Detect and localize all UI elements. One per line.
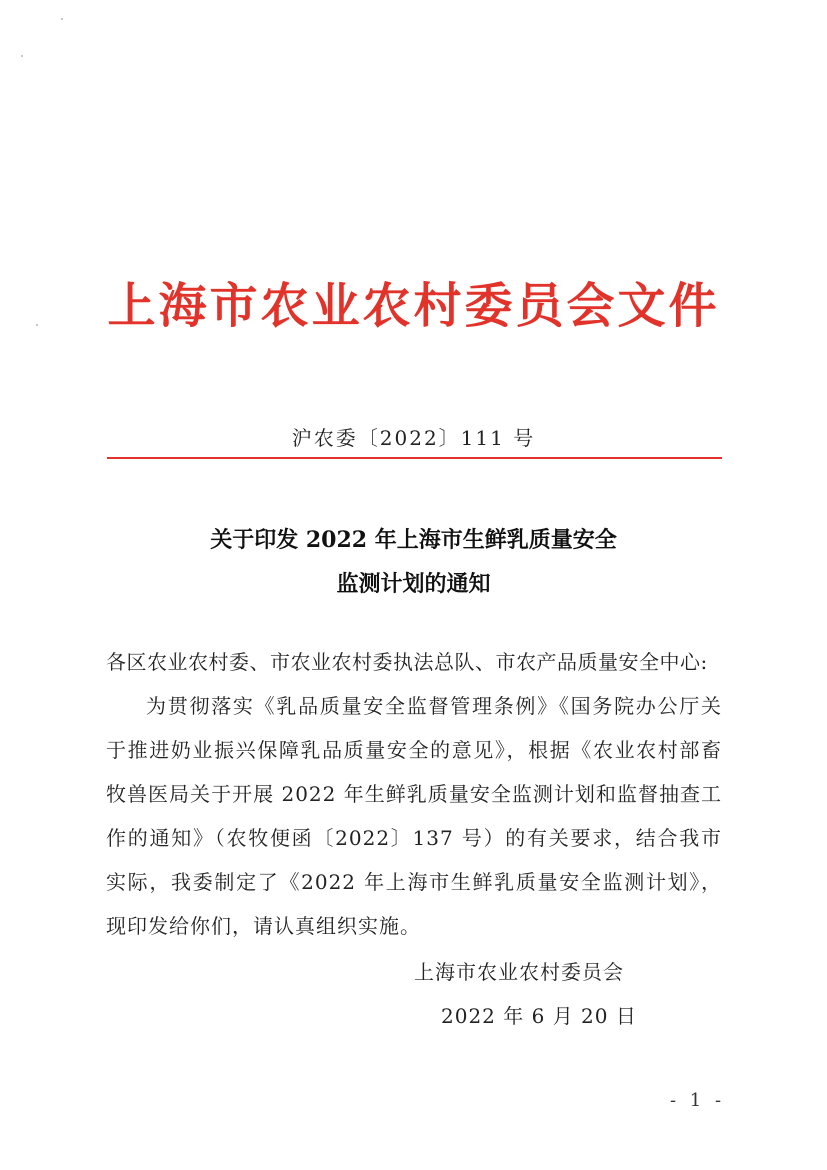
- body-paragraph: 为贯彻落实《乳品质量安全监督管理条例》《国务院办公厅关于推进奶业振兴保障乳品质量安全的意见》，根据《农业农村部畜牧兽医局关于开展 2022 年生鲜乳质量安全监测计划和监督抽查工作的通知》（农牧便函〔2022〕137 号）的有关要求，结合我市实际，我委制定了《2022 年上海市生鲜乳质量安全监测计划》，现印发给你们，请认真组织实施。: [106, 694, 722, 938]
- signature-date: 2022 年 6 月 20 日: [441, 1004, 637, 1028]
- salutation: 各区农业农村委、市农业农村委执法总队、市农产品质量安全中心:: [106, 650, 708, 674]
- notice-title: [0, 518, 827, 606]
- body-text: [106, 640, 722, 948]
- notice-title-line-1: 关于印发 2022 年上海市生鲜乳质量安全: [210, 527, 617, 553]
- scan-speck: [61, 18, 63, 20]
- signature-block: [414, 950, 637, 1038]
- scan-speck: [21, 55, 23, 57]
- notice-title-line-2: 监测计划的通知: [336, 571, 491, 597]
- page-number: - 1 -: [670, 1090, 726, 1111]
- document-number: 沪农委〔2022〕111 号: [291, 426, 536, 450]
- red-divider-line: [107, 457, 722, 459]
- document-header-title: 上海市农业农村委员会文件: [107, 278, 720, 334]
- signature-org: 上海市农业农村委员会: [414, 960, 624, 984]
